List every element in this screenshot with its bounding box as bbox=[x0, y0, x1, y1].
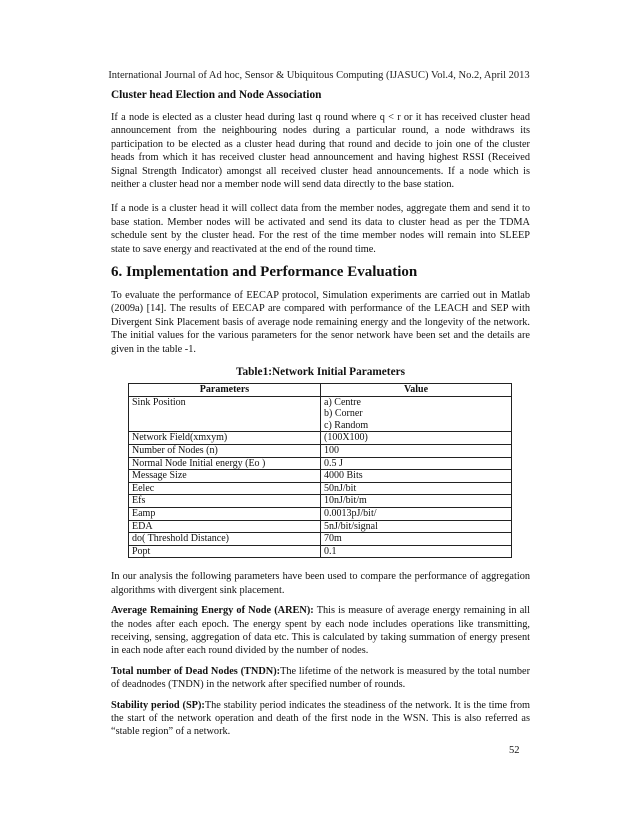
value-cell: 0.1 bbox=[321, 545, 512, 558]
definition-text: The lifetime of the network is measured by the total number of deadnodes (TNDN) in the network after specified number of rounds. bbox=[111, 665, 530, 691]
definition-term: Average Remaining Energy of Node (AREN): bbox=[111, 605, 314, 617]
paragraph-analysis-intro: In our analysis the following parameters have been used to compare the performance of aggregation algorithms with divergent sink placement. bbox=[111, 571, 530, 596]
table-row bbox=[129, 520, 512, 533]
definition-term: Total number of Dead Nodes (TNDN): bbox=[111, 665, 281, 677]
param-cell: EDA bbox=[129, 520, 321, 533]
param-cell: Efs bbox=[129, 495, 321, 508]
sink-option: c) Random bbox=[324, 419, 369, 431]
table-row bbox=[129, 545, 512, 558]
subsection-title: Cluster head Election and Node Association bbox=[111, 89, 322, 101]
param-cell: Popt bbox=[129, 545, 321, 558]
header-value: Value bbox=[321, 384, 512, 397]
page-number: 52 bbox=[509, 745, 520, 756]
table-row bbox=[129, 470, 512, 483]
table-title: Table1:Network Initial Parameters bbox=[235, 366, 405, 379]
value-cell: (100X100) bbox=[321, 432, 512, 445]
value-cell: 50nJ/bit bbox=[321, 482, 512, 495]
table-row bbox=[129, 396, 512, 432]
value-cell: 4000 Bits bbox=[321, 470, 512, 483]
table-row bbox=[129, 482, 512, 495]
paragraph-cluster-head-role: If a node is a cluster head it will collect data from the member nodes, aggregate them and send it to base station. Member nodes will be activated and send its data to cluster head as per the TDMA schedule sent by the cluster head. For the rest of the time member nodes will remain into SLEEP state to save energy and reactivated at the end of the round time. bbox=[111, 203, 530, 255]
table-row bbox=[129, 533, 512, 546]
table-row bbox=[129, 508, 512, 521]
definition-aren bbox=[111, 604, 530, 658]
param-cell: Number of Nodes (n) bbox=[129, 445, 321, 458]
table-header-row bbox=[129, 384, 512, 397]
definition-tndn bbox=[111, 665, 530, 692]
param-cell: Sink Position bbox=[129, 396, 321, 432]
definition-text: The stability period indicates the steadiness of the network. It is the time from the start of the network operation and death of the first node in the WSN. This is also referred as “stable region” of a network. bbox=[111, 699, 530, 738]
value-cell: 0.0013pJ/bit/ bbox=[321, 508, 512, 521]
journal-header: International Journal of Ad hoc, Sensor & Ubiquitous Computing (IJASUC) Vol.4, No.2, April 2013 bbox=[108, 70, 530, 81]
value-cell: 10nJ/bit/m bbox=[321, 495, 512, 508]
value-cell bbox=[321, 396, 512, 432]
value-cell: 0.5 J bbox=[321, 457, 512, 470]
section-title: 6. Implementation and Performance Evaluation bbox=[111, 264, 418, 281]
paragraph-cluster-election: If a node is elected as a cluster head during last q round where q < r or it has received cluster head announcement from the neighbouring nodes during a particular round, a node withdraws its participation to be elected as a cluster head during that round and decide to join one of the cluster heads from which it has received cluster head announcement and having highest RSSI (Received Signal Strength Indicator) amongst all received cluster head announcements. If a node which is neither a cluster head nor a member node will send data directly to the base station. bbox=[111, 112, 530, 191]
param-cell: Network Field(xmxym) bbox=[129, 432, 321, 445]
table-row bbox=[129, 445, 512, 458]
main-content bbox=[111, 88, 530, 739]
header-parameters: Parameters bbox=[129, 384, 321, 397]
definition-sp bbox=[111, 699, 530, 739]
definition-term: Stability period (SP): bbox=[111, 699, 205, 711]
definition-text: This is measure of average energy remaining in all the nodes after each epoch. The energy spent by each node includes operations like transmitting, receiving, sensing, aggregation of data etc. This is calculated by taking summation of energy present in each node after each round divided by the number of nodes. bbox=[111, 605, 530, 657]
value-cell: 70m bbox=[321, 533, 512, 546]
value-cell: 100 bbox=[321, 445, 512, 458]
table-row bbox=[129, 457, 512, 470]
param-cell: Eamp bbox=[129, 508, 321, 521]
param-cell: Eelec bbox=[129, 482, 321, 495]
table-row bbox=[129, 432, 512, 445]
value-cell: 5nJ/bit/signal bbox=[321, 520, 512, 533]
param-cell: Message Size bbox=[129, 470, 321, 483]
parameters-table bbox=[128, 383, 512, 558]
param-cell: do( Threshold Distance) bbox=[129, 533, 321, 546]
sink-option: a) Centre bbox=[324, 396, 361, 408]
param-cell: Normal Node Initial energy (Eo ) bbox=[129, 457, 321, 470]
table-row bbox=[129, 495, 512, 508]
sink-option: b) Corner bbox=[324, 408, 363, 420]
paragraph-evaluation-intro: To evaluate the performance of EECAP protocol, Simulation experiments are carried out in Matlab (2009a) [14]. The results of EECAP are compared with performance of the LEACH and SEP with Divergent Sink Placement basis of average node remaining energy and the longevity of the network. The initial values for the various parameters for the senor network have been set and the details are given in the table -1. bbox=[111, 290, 530, 355]
